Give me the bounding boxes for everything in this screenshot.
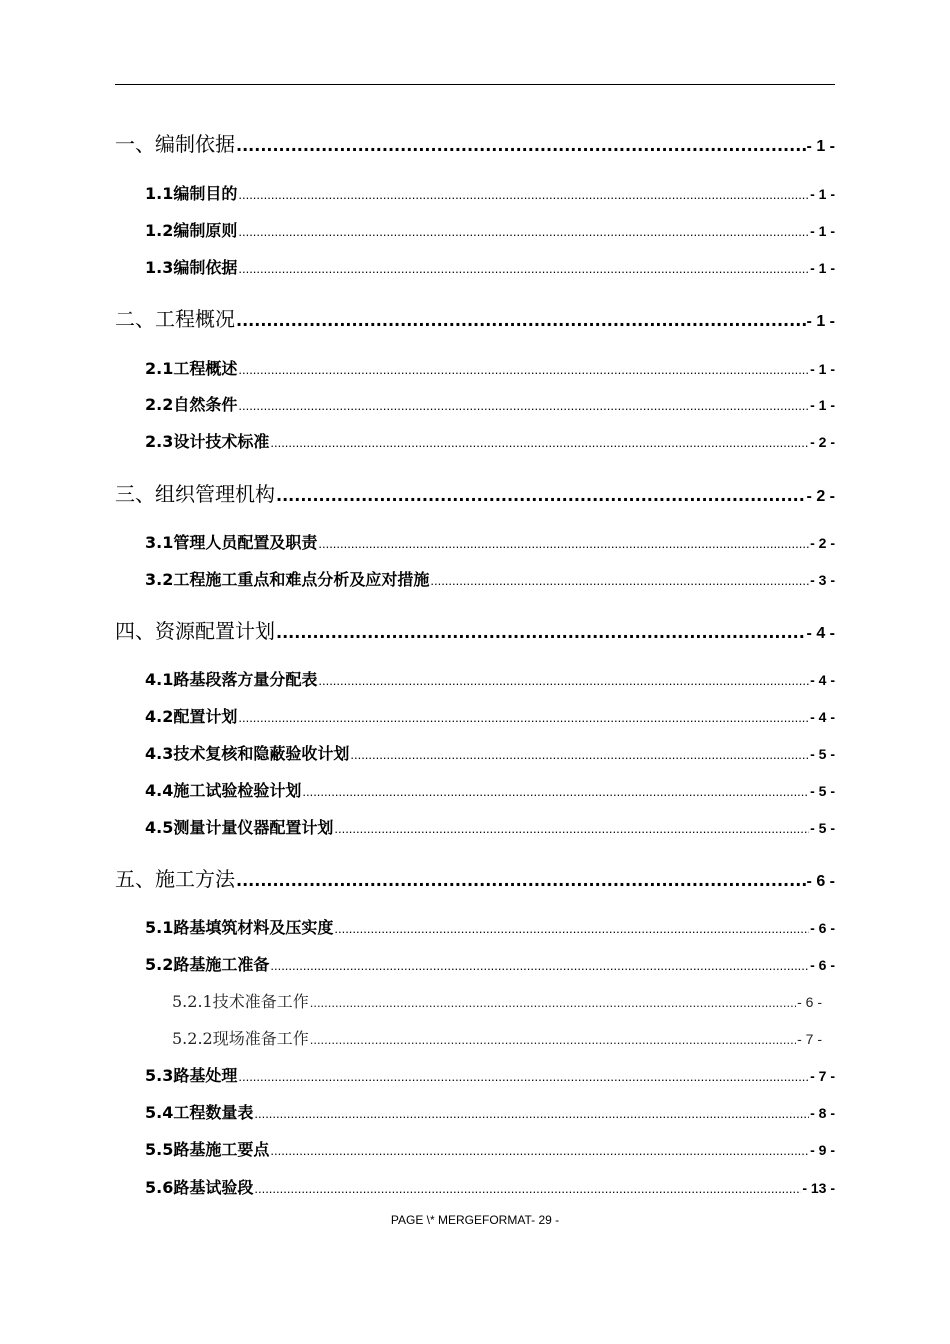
toc-entry-page: - 5 -: [810, 746, 835, 762]
toc-entry-level2[interactable]: [145, 567, 835, 590]
toc-entry-label: 5.5路基施工要点: [145, 1140, 270, 1159]
toc-entry-page: - 3 -: [810, 572, 835, 588]
toc-entry-label: 2.3设计技术标准: [145, 432, 270, 451]
toc-entry-page: - 1 -: [810, 223, 835, 239]
toc-entry-level2[interactable]: [145, 915, 835, 938]
toc-entry-label: 5.2.2现场准备工作: [172, 1029, 309, 1048]
toc-entry-label: 5.6路基试验段: [145, 1178, 254, 1197]
toc-leader-dots: [276, 486, 806, 505]
toc-entry-page: - 13 -: [802, 1180, 835, 1196]
toc-entry-label: 四、资源配置计划: [115, 619, 275, 643]
toc-entry-page: - 2 -: [810, 434, 835, 450]
toc-leader-dots: [238, 362, 809, 377]
toc-entry-page: - 1 -: [810, 361, 835, 377]
toc-entry-page: - 2 -: [806, 488, 835, 505]
toc-leader-dots: [236, 136, 806, 155]
toc-entry-label: 二、工程概况: [115, 307, 235, 331]
toc-entry-level2[interactable]: [145, 704, 835, 727]
toc-leader-dots: [270, 958, 809, 973]
toc-entry-page: - 1 -: [810, 397, 835, 413]
toc-entry-label: 2.2自然条件: [145, 395, 238, 414]
toc-entry-level2[interactable]: [145, 815, 835, 838]
toc-leader-dots: [238, 187, 809, 202]
toc-entry-label: 5.1路基填筑材料及压实度: [145, 918, 334, 937]
toc-entry-label: 一、编制依据: [115, 132, 235, 156]
toc-leader-dots: [238, 710, 809, 725]
toc-entry-level2[interactable]: [145, 952, 835, 975]
toc-leader-dots: [310, 1032, 796, 1047]
toc-entry-label: 1.2编制原则: [145, 221, 238, 240]
toc-entry-level2[interactable]: [145, 356, 835, 379]
toc-entry-level2[interactable]: [145, 392, 835, 415]
toc-entry-label: 三、组织管理机构: [115, 482, 275, 506]
toc-leader-dots: [430, 573, 809, 588]
toc-entry-label: 4.3技术复核和隐蔽验收计划: [145, 744, 350, 763]
toc-entry-page: - 2 -: [810, 535, 835, 551]
toc-leader-dots: [318, 673, 809, 688]
toc-entry-level2[interactable]: [145, 667, 835, 690]
toc-entry-level1[interactable]: [115, 478, 835, 507]
toc-entry-label: 2.1工程概述: [145, 359, 238, 378]
toc-leader-dots: [238, 261, 809, 276]
toc-entry-label: 4.5测量计量仪器配置计划: [145, 818, 334, 837]
toc-entry-page: - 5 -: [810, 820, 835, 836]
toc-leader-dots: [254, 1181, 801, 1196]
toc-entry-label: 4.4施工试验检验计划: [145, 781, 302, 800]
toc-entry-level3[interactable]: [172, 989, 822, 1012]
toc-entry-page: - 6 -: [810, 920, 835, 936]
toc-leader-dots: [270, 1143, 809, 1158]
toc-entry-level2[interactable]: [145, 218, 835, 241]
toc-entry-level2[interactable]: [145, 429, 835, 452]
toc-entry-level2[interactable]: [145, 1100, 835, 1123]
toc-entry-page: - 1 -: [806, 138, 835, 155]
toc-entry-level1[interactable]: [115, 303, 835, 332]
toc-entry-label: 五、施工方法: [115, 867, 235, 891]
toc-leader-dots: [334, 821, 809, 836]
toc-entry-label: 5.2.1技术准备工作: [172, 992, 309, 1011]
toc-entry-page: - 4 -: [806, 625, 835, 642]
page-footer: PAGE \* MERGEFORMAT- 29 -: [390, 1213, 560, 1227]
toc-leader-dots: [318, 536, 809, 551]
toc-entry-page: - 4 -: [810, 672, 835, 688]
toc-entry-page: - 6 -: [797, 994, 822, 1010]
toc-entry-label: 1.1编制目的: [145, 184, 238, 203]
toc-entry-level2[interactable]: [145, 1063, 835, 1086]
toc-entry-label: 4.2配置计划: [145, 707, 238, 726]
toc-entry-level1[interactable]: [115, 128, 835, 157]
toc-entry-page: - 1 -: [810, 260, 835, 276]
toc-entry-page: - 4 -: [810, 709, 835, 725]
toc-entry-level2[interactable]: [145, 1137, 835, 1160]
toc-entry-page: - 7 -: [797, 1031, 822, 1047]
toc-entry-level1[interactable]: [115, 863, 835, 892]
toc-leader-dots: [276, 623, 806, 642]
toc-leader-dots: [334, 921, 809, 936]
toc-leader-dots: [310, 995, 796, 1010]
toc-leader-dots: [238, 224, 809, 239]
toc-entry-level2[interactable]: [145, 530, 835, 553]
toc-entry-label: 5.4工程数量表: [145, 1103, 254, 1122]
toc-leader-dots: [302, 784, 809, 799]
toc-entry-page: - 6 -: [806, 873, 835, 890]
toc-entry-label: 4.1路基段落方量分配表: [145, 670, 318, 689]
toc-leader-dots: [238, 1069, 809, 1084]
toc-entry-page: - 1 -: [806, 313, 835, 330]
toc-entry-label: 3.1管理人员配置及职责: [145, 533, 318, 552]
toc-entry-page: - 8 -: [810, 1105, 835, 1121]
toc-leader-dots: [254, 1106, 809, 1121]
toc-leader-dots: [238, 398, 809, 413]
toc-entry-level2[interactable]: [145, 255, 835, 278]
toc-entry-page: - 1 -: [810, 186, 835, 202]
toc-entry-page: - 6 -: [810, 957, 835, 973]
toc-entry-label: 1.3编制依据: [145, 258, 238, 277]
toc-leader-dots: [236, 871, 806, 890]
toc-entry-level3[interactable]: [172, 1026, 822, 1049]
toc-entry-level2[interactable]: [145, 1175, 835, 1198]
toc-entry-label: 3.2工程施工重点和难点分析及应对措施: [145, 570, 430, 589]
toc-entry-level2[interactable]: [145, 778, 835, 801]
toc-entry-label: 5.2路基施工准备: [145, 955, 270, 974]
toc-leader-dots: [270, 435, 809, 450]
toc-leader-dots: [236, 311, 806, 330]
toc-leader-dots: [350, 747, 809, 762]
toc-entry-level1[interactable]: [115, 615, 835, 644]
toc-entry-level2[interactable]: [145, 741, 835, 764]
toc-entry-label: 5.3路基处理: [145, 1066, 238, 1085]
toc-entry-page: - 9 -: [810, 1142, 835, 1158]
toc-entry-page: - 7 -: [810, 1068, 835, 1084]
toc-entry-page: - 5 -: [810, 783, 835, 799]
toc-entry-level2[interactable]: [145, 181, 835, 204]
